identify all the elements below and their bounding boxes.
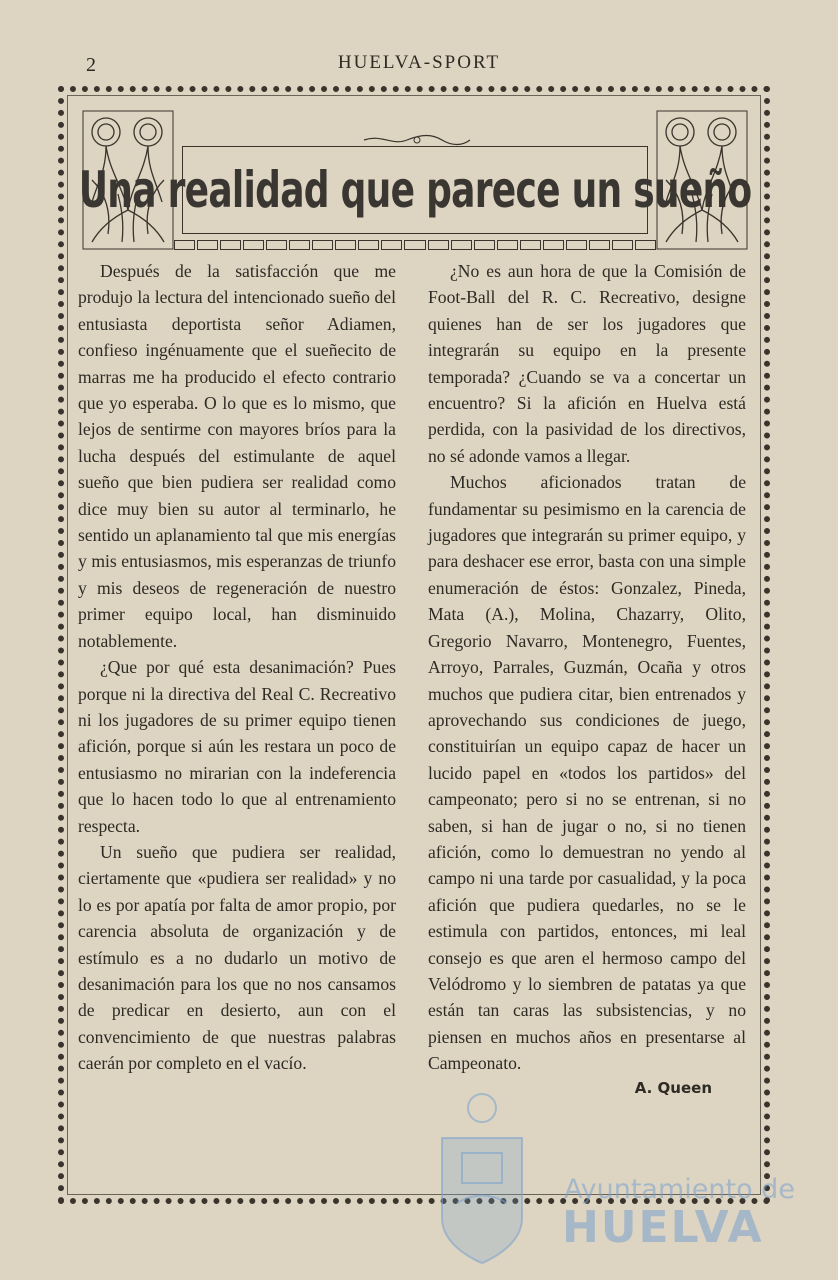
paragraph: Un sueño que pudiera ser realidad, ciertamente que «pudiera ser realidad» y no lo es por apatía por falta de amor propio, por carencia absoluta de organización y de estímulo es a no dudarlo un motivo de desanimación para los que no nos cansamos de predicar en desierto, aun con el convencimiento de que nuestras palabras caerán por completo en el vacío. [78,841,396,1074]
paragraph: Muchos aficionados tratan de fundamentar su pesimismo en la carencia de jugadores que integrarán su primer equipo, y para deshacer ese error, basta con una simple enumeración de éstos: Gonzalez, Pineda, Mata (A.), Molina, Chazarry, Olito, Gregorio Navarro, Montenegro, Fuentes, Arroyo, Parrales, Guzmán, Ocaña y otros muchos que pudiera citar, bien entrenados y aprovechando sus condiciones de juego, constituirían un equipo capaz de hacer un lucido papel en «todos los partidos» del campeonato; pero si no se entrenan, si no saben, si han de jugar o no, si no tienen afición, como lo demuestran no yendo al campo ni una tarde por casualidad, y la poca afición que pudiera quedarles, no se le estimula con partidos, entonces, mi leal consejo es que aren el hermoso campo del Velódromo y lo siembren de patatas ya que están tan caras las subsistencias, y no piensen en muchos años en presentarse al Campeonato. [428,472,746,1074]
author-signature: A. Queen [634,1078,712,1097]
article-title: Una realidad que parece un sueño [78,161,752,219]
page-number: 2 [86,54,97,76]
article-body [78,258,748,1188]
running-head: HUELVA-SPORT [337,52,501,73]
floral-ornament-icon [656,110,748,250]
watermark-line1: Ayuntamiento de [564,1174,795,1205]
paragraph: ¿No es aun hora de que la Comisión de Foot-Ball del R. C. Recreativo, designe quienes han de ser los jugadores que integrarán su equipo en la presente temporada? ¿Cuando se va a concertar un encuentro? Si la afición en Huelva está perdida, con la pasividad de los directivos, no sé adonde vamos a llegar. [428,261,746,466]
left-column [78,258,396,1077]
title-box [78,146,752,234]
paragraph: ¿Que por qué esta desanimación? Pues porque ni la directiva del Real C. Recreativo ni los jugadores de su primer equipo tienen afición, porque si aún les restara un poco de entusiasmo no mirarian con la indeferencia que lo hacen todo lo que al entrenamiento respecta. [78,657,396,836]
paragraph: Después de la satisfacción que me produjo la lectura del intencionado sueño del entusiasta deportista señor Adiamen, confieso ingénuamente que el sueñecito de marras me ha producido el efecto contrario que yo esperaba. O lo que es lo mismo, que lejos de sentirme con mayores bríos para la lucha después del estimulante de aquel sueño que bien pudiera ser realidad como dice muy bien su autor al terminarlo, he sentido un aplanamiento tal que mis energías y mis entusiasmos, mis esperanzas de triunfo y mis deseos de regeneración de nuestro primer equipo local, han disminuido notablemente. [78,261,396,651]
right-column [428,258,746,1097]
chain-border [174,240,656,250]
masthead [78,110,752,250]
watermark-line2: HUELVA [562,1202,764,1253]
